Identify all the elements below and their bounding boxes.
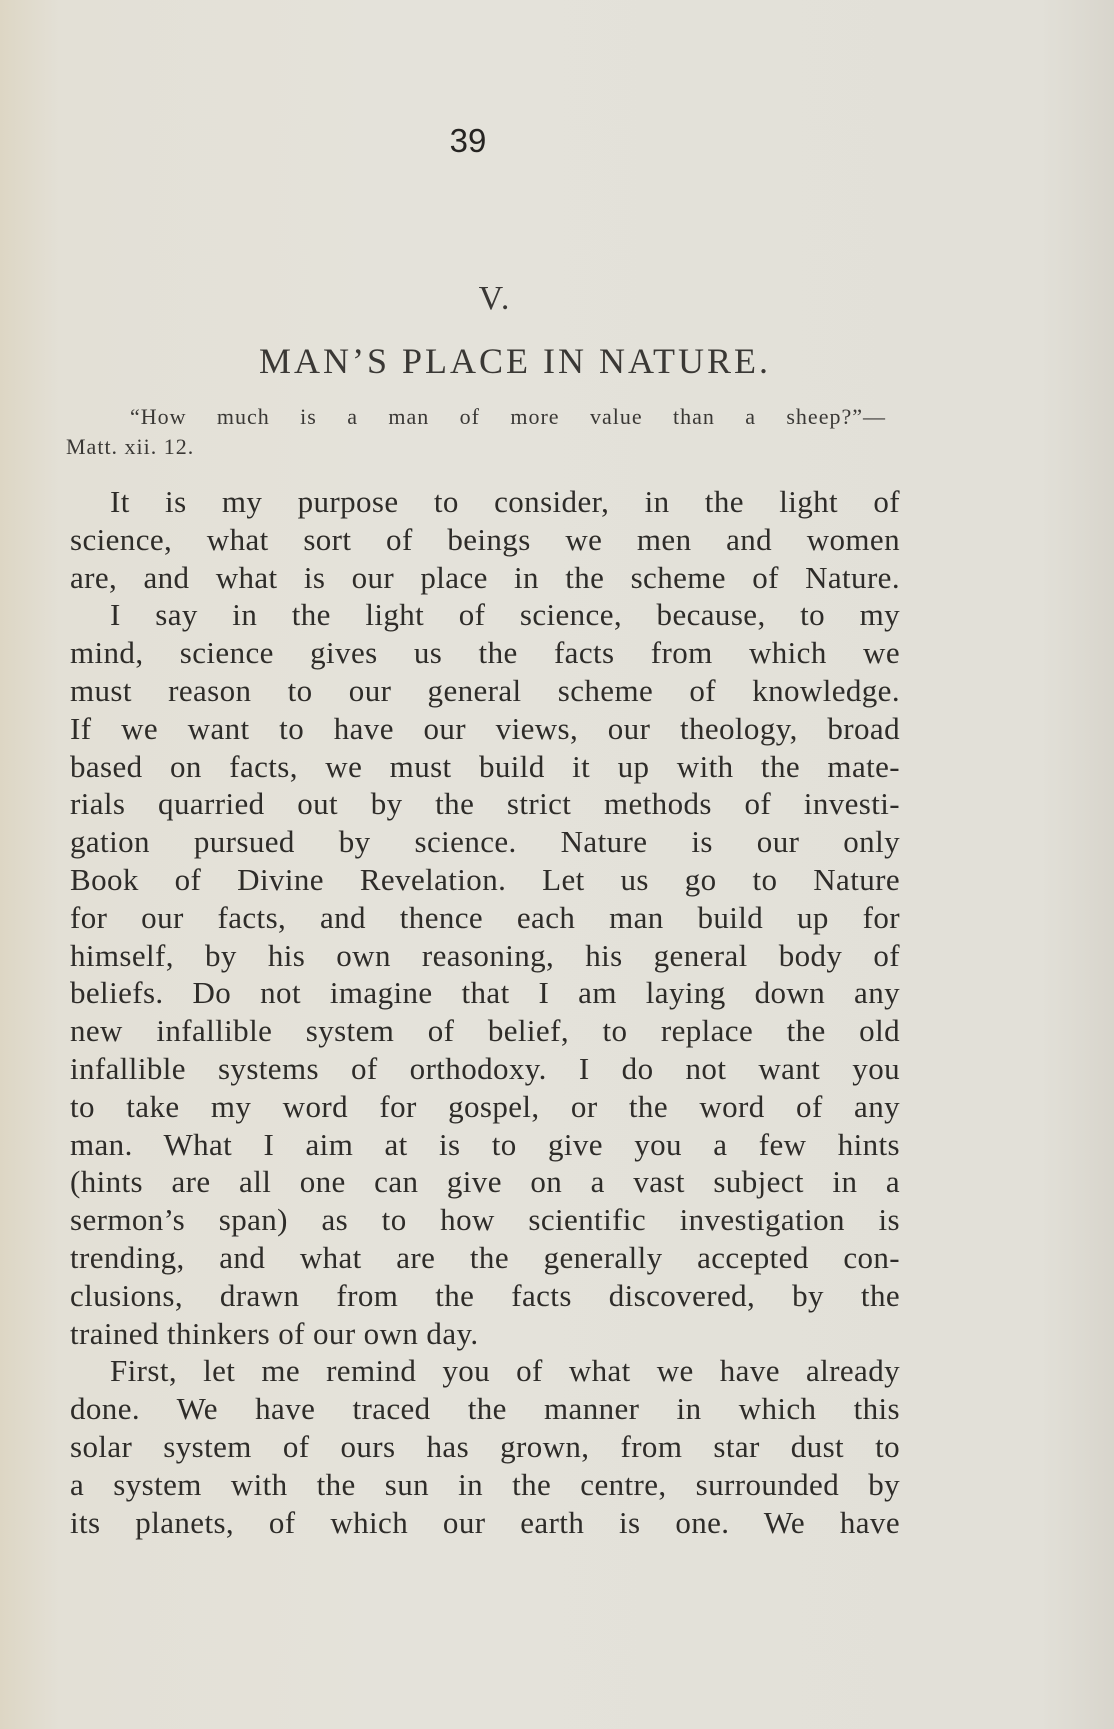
text-line: himself, by his own reasoning, his general body of [70,937,900,973]
text-line: man. What I aim at is to give you a few hints [70,1126,900,1162]
text-line: solar system of ours has grown, from star dust to [70,1428,900,1464]
text-line: clusions, drawn from the facts discovered, by the [70,1277,900,1313]
text-line: a system with the sun in the centre, surrounded by [70,1466,900,1502]
epigraph [66,402,886,462]
chapter-numeral: V. [478,280,512,317]
body-text [70,483,900,1541]
text-line: new infallible system of belief, to replace the old [70,1013,900,1049]
text-line: beliefs. Do not imagine that I am laying down any [70,975,900,1011]
paragraph-2 [70,596,900,1352]
text-line: rials quarried out by the strict methods of investi- [70,786,900,822]
chapter-title: MAN’S PLACE IN NATURE. [258,341,771,381]
text-line: based on facts, we must build it up with the mate- [70,748,900,784]
text-line: I say in the light of science, because, to my [110,597,900,633]
paragraph-1 [70,483,900,596]
paragraph-3 [70,1352,900,1541]
text-line: sermon’s span) as to how scientific investigation is [70,1202,900,1238]
text-line: trending, and what are the generally accepted con- [70,1239,900,1275]
text-line: mind, science gives us the facts from which we [70,635,900,671]
page-number: 39 [449,122,487,159]
text-line: First, let me remind you of what we have already [110,1353,900,1389]
text-line: to take my word for gospel, or the word of any [70,1088,900,1124]
text-line: Book of Divine Revelation. Let us go to Nature [70,861,900,897]
text-line: science, what sort of beings we men and women [70,521,900,557]
text-line: It is my purpose to consider, in the light of [110,484,900,519]
text-line: If we want to have our views, our theology, broad [70,710,900,746]
text-line: for our facts, and thence each man build up for [70,899,900,935]
text-line: done. We have traced the manner in which this [70,1391,900,1427]
epigraph-quote: “How much is a man of more value than a sheep?”— [130,404,886,429]
text-line: (hints are all one can give on a vast subject in a [70,1164,900,1200]
text-line: trained thinkers of our own day. [70,1315,479,1351]
text-line: its planets, of which our earth is one. We have [70,1504,900,1540]
epigraph-citation: Matt. xii. 12. [66,434,195,459]
text-line: must reason to our general scheme of knowledge. [70,672,900,708]
text-line: are, and what is our place in the scheme of Nature. [70,559,900,595]
text-line: gation pursued by science. Nature is our only [70,824,900,860]
text-line: infallible systems of orthodoxy. I do not want you [70,1050,900,1086]
